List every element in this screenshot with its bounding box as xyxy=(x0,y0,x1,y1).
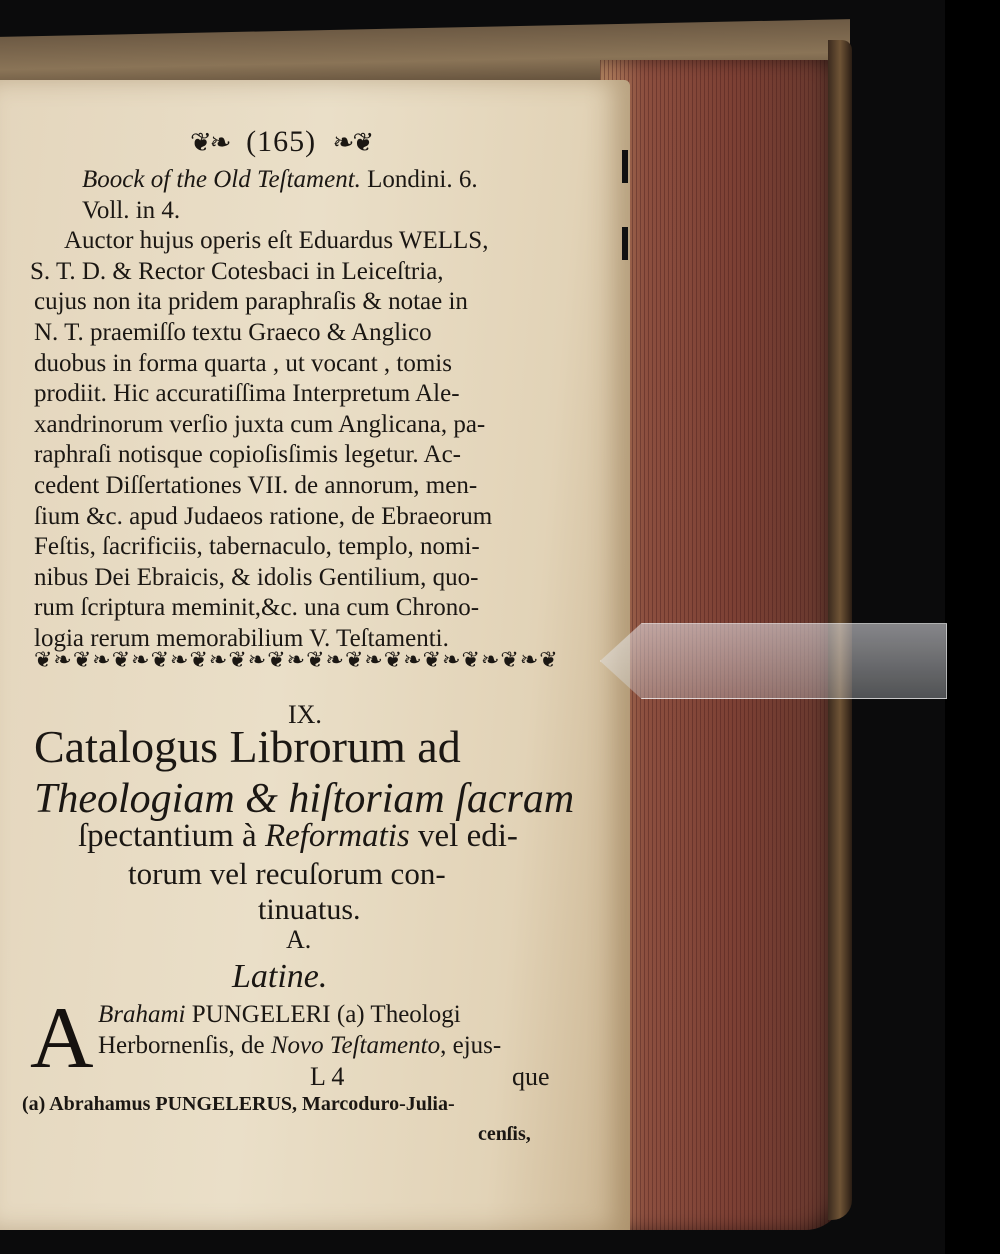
text-line xyxy=(64,226,488,256)
entry-line-segment: PUNGELERI (a) Theologi xyxy=(185,1001,461,1028)
head-ornament-left: ❦❧ xyxy=(190,128,230,158)
text-line xyxy=(82,165,478,195)
text-line-segment: cedent Diſſertationes VII. de annorum, men- xyxy=(34,472,478,499)
footnote-line-segment: cenſis, xyxy=(478,1123,531,1145)
entry-line xyxy=(98,1032,501,1060)
head-ornament-right: ❧❦ xyxy=(332,128,373,158)
title-line-segment: Reformatis xyxy=(264,818,410,854)
text-line xyxy=(34,379,460,409)
text-line xyxy=(30,257,444,287)
language-heading: Latine. xyxy=(232,958,328,995)
title-line-segment: Theologiam & hiſtoriam ſacram xyxy=(34,776,575,822)
title-line-segment: ſpectantium à xyxy=(78,818,265,854)
text-line xyxy=(34,287,468,317)
text-line xyxy=(34,563,478,593)
text-line-segment: cujus non ita pridem paraphraſis & notae in xyxy=(34,288,468,316)
text-line-segment: xandrinorum verſio juxta cum Anglicana, pa- xyxy=(34,410,486,438)
catchword: que xyxy=(512,1062,550,1091)
entry-line-segment: Novo Teſtamento xyxy=(270,1032,441,1059)
entry-line xyxy=(98,1001,461,1029)
text-line xyxy=(34,532,480,562)
footnote-line xyxy=(22,1093,455,1116)
title-line xyxy=(34,720,461,773)
letter-heading: A. xyxy=(286,925,312,954)
text-line xyxy=(34,593,479,623)
text-line xyxy=(34,349,452,379)
footnote-line-segment: (a) Abrahamus PUNGELERUS, Marcoduro-Julia- xyxy=(22,1093,455,1115)
title-line xyxy=(258,893,361,927)
title-line xyxy=(78,818,518,855)
text-line xyxy=(34,502,492,532)
text-line-segment: Londini. 6. xyxy=(360,166,478,193)
entry-line-segment: , ejus- xyxy=(440,1032,502,1059)
text-line xyxy=(34,471,477,501)
text-line-segment: duobus in forma quarta , ut vocant , tomis xyxy=(34,349,452,377)
title-line xyxy=(34,775,574,823)
entry-line-segment: Brahami xyxy=(98,1001,186,1028)
dark-margin xyxy=(945,0,1000,1254)
gutter-mark xyxy=(622,150,628,260)
text-line-segment: S. T. D. & Rector Cotesbaci in Leiceſtria, xyxy=(30,257,444,285)
bookmark-ribbon xyxy=(600,623,947,699)
running-head xyxy=(190,125,372,159)
text-line-segment: N. T. praemiſſo textu Graeco & Anglico xyxy=(34,319,432,346)
text-line-segment: Boock of the Old Teſtament. xyxy=(82,166,361,193)
title-line-segment: torum vel recuſorum con- xyxy=(128,856,446,891)
text-line-segment: prodiit. Hic accuratiſſima Interpretum Ale- xyxy=(34,380,460,408)
title-line-segment: Catalogus Librorum ad xyxy=(34,721,461,772)
text-line-segment: rum ſcriptura meminit,&c. una cum Chrono- xyxy=(34,594,480,622)
text-line-segment: Auctor hujus operis eſt Eduardus WELLS, xyxy=(64,227,489,255)
text-line xyxy=(82,196,180,226)
text-line xyxy=(34,440,461,470)
drop-cap: A xyxy=(30,990,94,1087)
footnote-line xyxy=(478,1123,531,1146)
title-line-segment: tinuatus. xyxy=(258,893,361,926)
title-line-segment: vel edi- xyxy=(409,818,518,854)
text-line-segment: nibus Dei Ebraicis, & idolis Gentilium, quo- xyxy=(34,563,479,591)
signature-mark: L 4 xyxy=(310,1062,345,1091)
section-number: IX. xyxy=(288,700,322,729)
text-line-segment: logia rerum memorabilium V. Teſtamenti. xyxy=(34,625,449,652)
text-line xyxy=(34,410,485,440)
entry-line-segment: Herbornenſis, de xyxy=(98,1032,271,1059)
title-line xyxy=(128,856,446,892)
text-line-segment: ſium &c. apud Judaeos ratione, de Ebraeorum xyxy=(34,502,493,530)
text-line xyxy=(34,318,432,348)
text-line-segment: Feſtis, ſacrificiis, tabernaculo, templo, nomi- xyxy=(34,533,480,561)
text-line-segment: raphraſi notisque copioſisſimis legetur. Ac- xyxy=(34,441,462,469)
page-number: (165) xyxy=(246,125,317,158)
ornamental-rule: ❦❧❦❧❦❧❦❧❦❧❦❧❦❧❦❧❦❧❦❧❦❧❦❧❦❧❦ xyxy=(34,648,559,673)
text-line-segment: Voll. in 4. xyxy=(82,196,181,224)
